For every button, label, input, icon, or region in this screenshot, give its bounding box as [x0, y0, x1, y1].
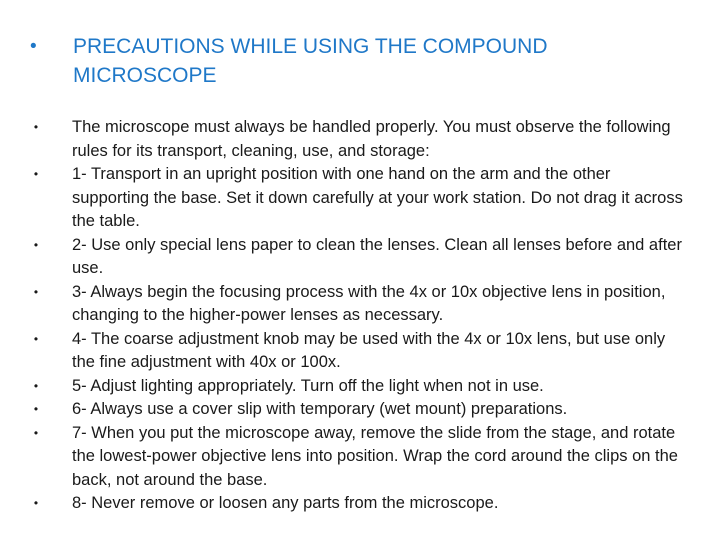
- precautions-list: [30, 116, 690, 516]
- slide-title: [30, 32, 670, 90]
- bullet-icon: •: [33, 496, 39, 510]
- list-item-text: 5- Adjust lighting appropriately. Turn off the light when not in use.: [72, 376, 544, 395]
- list-item-text: The microscope must always be handled properly. You must observe the following rules for its transport, cleaning, use, and storage:: [72, 118, 671, 160]
- list-item: [30, 116, 690, 163]
- bullet-icon: •: [33, 425, 39, 440]
- list-item-text: 2- Use only special lens paper to clean the lenses. Clean all lenses before and after use.: [72, 235, 682, 277]
- bullet-icon: •: [33, 402, 39, 416]
- list-item: [30, 281, 690, 328]
- bullet-icon: •: [33, 167, 39, 181]
- list-item: [30, 328, 690, 375]
- list-item-text: 3- Always begin the focusing process with the 4x or 10x objective lens in position, changing to the higher-power lenses as necessary.: [72, 282, 666, 324]
- list-item-text: 1- Transport in an upright position with one hand on the arm and the other supporting the base. Set it down carefully at your work station. Do not drag it across the table.: [72, 165, 683, 230]
- title-bullet: •: [30, 36, 37, 57]
- list-item-text: 8- Never remove or loosen any parts from the microscope.: [72, 494, 499, 512]
- list-item-text: 4- The coarse adjustment knob may be used with the 4x or 10x lens, but use only the fine adjustment with 40x or 100x.: [72, 329, 666, 371]
- list-item: [30, 398, 690, 422]
- list-item: [30, 422, 690, 493]
- bullet-icon: •: [33, 331, 39, 346]
- bullet-icon: •: [33, 120, 39, 134]
- list-item: [30, 234, 690, 281]
- list-item: [30, 163, 690, 234]
- title-line-1: PRECAUTIONS WHILE USING THE COMPOUND: [73, 35, 548, 58]
- list-item: [30, 375, 690, 399]
- title-line-2: MICROSCOPE: [73, 64, 217, 87]
- bullet-icon: •: [33, 378, 39, 393]
- list-item-text: 7- When you put the microscope away, remove the slide from the stage, and rotate the lowest-power objective lens into position. Wrap the cord around the clips on the back, not around the base.: [72, 423, 678, 489]
- bullet-icon: •: [33, 237, 39, 252]
- list-item-text: 6- Always use a cover slip with temporary (wet mount) preparations.: [72, 400, 568, 418]
- list-item: [30, 492, 690, 516]
- bullet-icon: •: [33, 284, 39, 299]
